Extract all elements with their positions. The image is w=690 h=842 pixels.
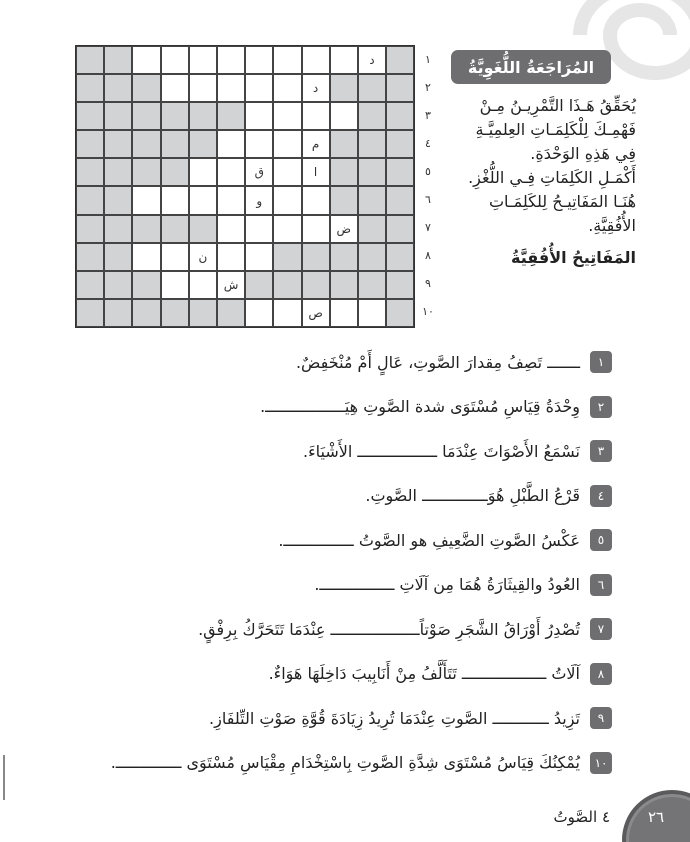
answer-cell[interactable]	[245, 299, 273, 327]
blocked-cell	[76, 299, 104, 327]
row-number: ٩	[425, 277, 431, 291]
clue-item	[0, 563, 612, 608]
answer-cell[interactable]	[245, 46, 273, 74]
blocked-cell	[104, 299, 132, 327]
blocked-cell	[386, 46, 414, 74]
answer-cell[interactable]	[217, 243, 245, 271]
answer-cell[interactable]	[132, 243, 160, 271]
blocked-cell	[330, 74, 358, 102]
blocked-cell	[273, 271, 301, 299]
blocked-cell	[386, 158, 414, 186]
blocked-cell	[132, 102, 160, 130]
page-number: ٢٦	[648, 808, 665, 826]
answer-cell[interactable]	[302, 102, 330, 130]
across-clues-heading: المَفَاتِيحُ الأُفُقِيَّةُ	[510, 248, 636, 267]
blocked-cell	[104, 243, 132, 271]
answer-cell[interactable]	[189, 186, 217, 214]
answer-cell[interactable]	[217, 158, 245, 186]
clue-item	[0, 429, 612, 474]
row-number: ٥	[425, 164, 431, 178]
blocked-cell	[76, 74, 104, 102]
clue-item	[0, 741, 612, 786]
clue-number-badge: ٩	[590, 707, 612, 729]
blocked-cell	[132, 299, 160, 327]
row-number: ٤	[425, 136, 431, 150]
blocked-cell	[76, 158, 104, 186]
clue-item	[0, 652, 612, 697]
blocked-cell	[386, 243, 414, 271]
clue-text: يُمْكِنُكَ قِيَاسُ مُسْتَوَى شِدَّةِ الصَّوتِ بِاسْتِخْدَامِ مِقْيَاسِ مُسْتَوَى ــــــــــــــ.	[110, 753, 580, 773]
answer-cell[interactable]: د	[358, 46, 386, 74]
blocked-cell	[386, 299, 414, 327]
clue-number-badge: ٤	[590, 485, 612, 507]
blocked-cell	[189, 102, 217, 130]
answer-cell[interactable]	[273, 102, 301, 130]
blocked-cell	[104, 158, 132, 186]
intro-line: فِي هَذِهِ الوَحْدَةِ.	[530, 144, 636, 163]
answer-cell[interactable]	[273, 74, 301, 102]
blocked-cell	[76, 130, 104, 158]
blocked-cell	[217, 102, 245, 130]
answer-cell[interactable]	[217, 186, 245, 214]
blocked-cell	[189, 215, 217, 243]
blocked-cell	[358, 158, 386, 186]
clue-text: عَكْسُ الصَّوتِ الضَّعِيفِ هو الصَّوتُ ـــــــــــــــ.	[278, 530, 580, 550]
clue-text: العُودُ والقِيثَارَةُ هُمَا مِن آلَاتِ ــــــــــــــــ.	[314, 575, 580, 595]
answer-cell[interactable]	[217, 46, 245, 74]
blocked-cell	[132, 215, 160, 243]
row-number: ٧	[425, 221, 431, 235]
blocked-cell	[104, 130, 132, 158]
answer-cell[interactable]	[161, 243, 189, 271]
answer-cell[interactable]: ن	[189, 243, 217, 271]
clue-number-badge: ٧	[590, 618, 612, 640]
answer-cell[interactable]	[358, 299, 386, 327]
answer-cell[interactable]: ا	[302, 158, 330, 186]
answer-cell[interactable]	[245, 243, 273, 271]
blocked-cell	[104, 74, 132, 102]
blocked-cell	[189, 299, 217, 327]
clue-text: تَزِيدُ ــــــــــــ الصَّوتِ عِنْدَمَا تُرِيدُ زِيَادَةَ قُوَّةِ صَوْتِ التِّلفَازِ.	[209, 708, 580, 728]
blocked-cell	[330, 130, 358, 158]
answer-cell[interactable]	[245, 74, 273, 102]
answer-cell[interactable]: م	[302, 130, 330, 158]
answer-cell[interactable]	[161, 271, 189, 299]
blocked-cell	[330, 271, 358, 299]
answer-cell[interactable]	[161, 46, 189, 74]
answer-cell[interactable]	[132, 186, 160, 214]
blocked-cell	[386, 215, 414, 243]
blocked-cell	[189, 130, 217, 158]
blocked-cell	[76, 186, 104, 214]
answer-cell[interactable]	[302, 186, 330, 214]
answer-cell[interactable]	[273, 130, 301, 158]
clue-text: تُصْدِرُ أَوْرَاقُ الشَّجَرِ صَوْتاًـــــــــــــــــــ عِنْدَمَا تَتَحَرَّكُ بِرِفْقٍ.	[198, 619, 580, 639]
clue-item	[0, 518, 612, 563]
blocked-cell	[161, 102, 189, 130]
row-numbers	[418, 45, 438, 326]
answer-cell[interactable]	[217, 74, 245, 102]
clue-item	[0, 340, 612, 385]
clue-item	[0, 385, 612, 430]
answer-cell[interactable]	[217, 130, 245, 158]
answer-cell[interactable]	[273, 158, 301, 186]
clue-text: قَرْعُ الطَّبْلِ هُوَــــــــــــــ الصَّوتِ.	[365, 486, 580, 506]
answer-cell[interactable]: د	[302, 74, 330, 102]
blocked-cell	[386, 102, 414, 130]
answer-cell[interactable]	[189, 74, 217, 102]
answer-cell[interactable]	[132, 46, 160, 74]
clue-text: ـــــــ تَصِفُ مِقدارَ الصَّوتِ، عَالٍ أَمْ مُنْخَفِضٌ.	[295, 352, 580, 372]
chapter-label: ٤ الصَّوتُ	[553, 808, 610, 826]
answer-cell[interactable]	[273, 299, 301, 327]
section-title: المُرَاجَعَةُ اللُّغَوِيَّةُ	[451, 50, 611, 84]
answer-cell[interactable]	[161, 186, 189, 214]
intro-line: يُحَقِّقُ هَـذَا التَّمْرِيـنُ مِـنْ	[479, 96, 636, 115]
clue-list	[0, 340, 612, 785]
answer-cell[interactable]	[302, 46, 330, 74]
answer-cell[interactable]	[273, 215, 301, 243]
answer-cell[interactable]: و	[245, 186, 273, 214]
blocked-cell	[104, 271, 132, 299]
instructions	[440, 94, 636, 270]
clue-number-badge: ٨	[590, 663, 612, 685]
blocked-cell	[330, 158, 358, 186]
blocked-cell	[358, 186, 386, 214]
blocked-cell	[161, 130, 189, 158]
clue-number-badge: ١٠	[590, 752, 612, 774]
blocked-cell	[273, 243, 301, 271]
margin-line	[3, 755, 5, 800]
blocked-cell	[386, 130, 414, 158]
blocked-cell	[330, 243, 358, 271]
answer-cell[interactable]	[330, 299, 358, 327]
answer-cell[interactable]	[273, 46, 301, 74]
clue-text: آلَاتُ ــــــــــــــــــ تَتَأَلَّفُ مِنْ أَنَابِيبَ دَاخِلَهَا هَوَاءٌ.	[268, 664, 580, 684]
blocked-cell	[76, 243, 104, 271]
blocked-cell	[386, 271, 414, 299]
crossword-grid	[75, 45, 415, 328]
answer-cell[interactable]	[161, 74, 189, 102]
answer-cell[interactable]	[189, 46, 217, 74]
intro-line: فَهْمِـكَ لِلْكَلِمَـاتِ العِلمِيَّـةِ	[475, 120, 636, 139]
blocked-cell	[132, 130, 160, 158]
intro-line: هُنَـا المَفَاتِيـحُ لِلكَلِمَـاتِ	[488, 192, 636, 211]
blocked-cell	[76, 102, 104, 130]
blocked-cell	[104, 102, 132, 130]
row-number: ١٠	[422, 305, 434, 319]
blocked-cell	[302, 271, 330, 299]
blocked-cell	[76, 215, 104, 243]
answer-cell[interactable]	[189, 271, 217, 299]
answer-cell[interactable]: ض	[330, 215, 358, 243]
answer-cell[interactable]: ق	[245, 158, 273, 186]
blocked-cell	[104, 215, 132, 243]
answer-cell[interactable]	[245, 215, 273, 243]
answer-cell[interactable]	[245, 102, 273, 130]
row-number: ١	[425, 52, 431, 66]
answer-cell[interactable]: ش	[217, 271, 245, 299]
blocked-cell	[104, 46, 132, 74]
clue-text: وِحْدَةُ قِيَاسِ مُسْتَوَى شدة الصَّوتِ هِيَـــــــــــــــــ.	[260, 397, 580, 417]
blocked-cell	[358, 215, 386, 243]
clue-number-badge: ٥	[590, 529, 612, 551]
clue-number-badge: ١	[590, 351, 612, 373]
clue-number-badge: ٢	[590, 396, 612, 418]
answer-cell[interactable]: ص	[302, 299, 330, 327]
clue-item	[0, 607, 612, 652]
clue-text: نَسْمَعُ الأَصْوَاتَ عِنْدَمَا ـــــــــــــــــ الأَشْيَاءَ.	[303, 441, 580, 461]
clue-number-badge: ٣	[590, 440, 612, 462]
blocked-cell	[358, 74, 386, 102]
blocked-cell	[358, 102, 386, 130]
answer-cell[interactable]	[302, 215, 330, 243]
blocked-cell	[358, 271, 386, 299]
intro-line: أَكْمَـلِ الكَلِمَاتِ فِـي اللُّغْزِ.	[468, 168, 636, 187]
blocked-cell	[386, 74, 414, 102]
row-number: ٦	[425, 193, 431, 207]
clue-number-badge: ٦	[590, 574, 612, 596]
blocked-cell	[245, 271, 273, 299]
clue-item	[0, 696, 612, 741]
blocked-cell	[161, 158, 189, 186]
blocked-cell	[76, 46, 104, 74]
answer-cell[interactable]	[189, 158, 217, 186]
row-number: ٨	[425, 249, 431, 263]
blocked-cell	[132, 158, 160, 186]
blocked-cell	[217, 299, 245, 327]
blocked-cell	[358, 130, 386, 158]
blocked-cell	[358, 243, 386, 271]
answer-cell[interactable]	[273, 186, 301, 214]
blocked-cell	[330, 186, 358, 214]
clue-item	[0, 474, 612, 519]
blocked-cell	[132, 74, 160, 102]
blocked-cell	[104, 186, 132, 214]
blocked-cell	[386, 186, 414, 214]
blocked-cell	[132, 271, 160, 299]
answer-cell[interactable]	[330, 102, 358, 130]
blocked-cell	[76, 271, 104, 299]
blocked-cell	[161, 215, 189, 243]
answer-cell[interactable]	[217, 215, 245, 243]
answer-cell[interactable]	[330, 46, 358, 74]
row-number: ٢	[425, 80, 431, 94]
answer-cell[interactable]	[245, 130, 273, 158]
blocked-cell	[161, 299, 189, 327]
blocked-cell	[302, 243, 330, 271]
intro-line: الأُفُقِيَّةِ.	[588, 216, 636, 235]
row-number: ٣	[425, 108, 431, 122]
